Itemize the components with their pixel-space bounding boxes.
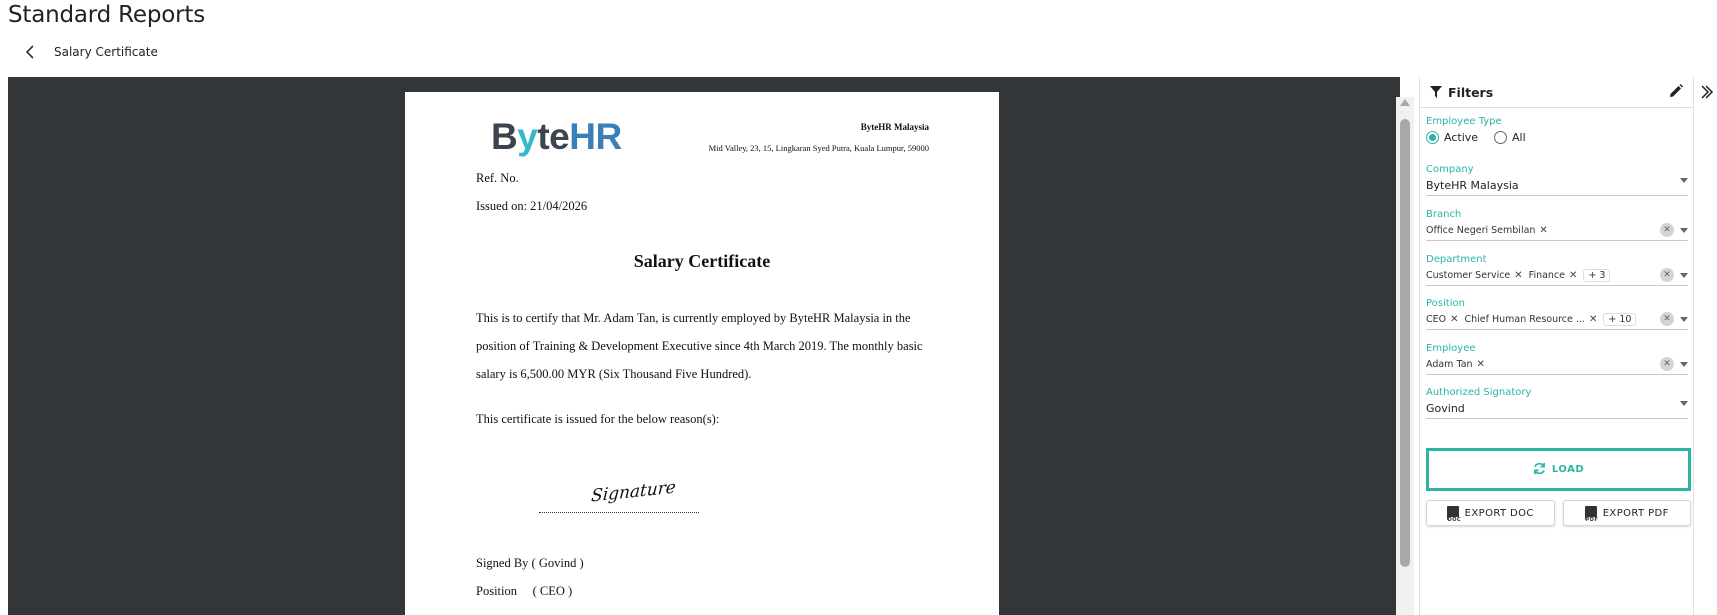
load-button[interactable] (1426, 448, 1691, 491)
doc-icon-text: DOC (1447, 517, 1461, 523)
chip-label: Adam Tan (1426, 358, 1473, 370)
radio-active-label: Active (1444, 131, 1479, 144)
panel-divider (1693, 77, 1694, 615)
export-actions (1426, 500, 1691, 526)
signatory-value: Govind (1426, 401, 1465, 415)
chevron-down-icon[interactable] (1680, 362, 1688, 367)
breadcrumb (20, 42, 158, 62)
filters-header (1420, 77, 1693, 108)
bytehr-logo (491, 116, 622, 158)
chip-remove-icon[interactable]: ✕ (1569, 269, 1578, 281)
company-label: Company (1426, 164, 1474, 175)
chevron-left-icon[interactable] (20, 42, 40, 62)
signatory-position: Position ( CEO ) (476, 584, 573, 598)
chevron-down-icon[interactable] (1680, 228, 1688, 233)
logo-part: HR (569, 116, 622, 157)
pdf-file-icon (1585, 506, 1599, 523)
logo-part: B (491, 116, 518, 157)
employee-select[interactable] (1426, 354, 1688, 375)
export-pdf-label: EXPORT PDF (1602, 507, 1669, 519)
department-chip (1426, 270, 1523, 281)
department-select[interactable] (1426, 265, 1688, 286)
clear-icon[interactable]: ✕ (1660, 312, 1674, 326)
employee-type-radios (1426, 131, 1688, 144)
signature-image: Signature (590, 477, 677, 507)
document-viewer (8, 77, 1400, 615)
filters-panel (1419, 77, 1693, 615)
document-page (405, 92, 999, 615)
issued-date: Issued on: 21/04/2026 (476, 199, 588, 213)
branch-field[interactable] (1426, 209, 1688, 241)
position-more-badge[interactable]: + 10 (1603, 313, 1636, 326)
chip-label: Chief Human Resource ... (1464, 313, 1585, 325)
company-value: ByteHR Malaysia (1426, 178, 1519, 192)
certificate-title: Salary Certificate (633, 251, 771, 271)
branch-label: Branch (1426, 209, 1462, 220)
position-field[interactable] (1426, 298, 1688, 330)
pencil-icon[interactable] (1669, 83, 1683, 102)
filter-icon (1430, 83, 1442, 102)
position-label: Position (1426, 298, 1465, 309)
pdf-icon-text: PDF (1585, 517, 1599, 523)
signatory-label: Authorized Signatory (1426, 387, 1532, 398)
signed-by: Signed By ( Govind ) (476, 556, 584, 570)
radio-active-indicator[interactable] (1426, 131, 1439, 144)
employee-chip (1426, 359, 1485, 370)
company-field[interactable] (1426, 164, 1688, 196)
signatory-select[interactable] (1426, 398, 1688, 419)
scroll-up-arrow-icon[interactable] (1400, 99, 1410, 106)
logo-part: te (537, 116, 570, 157)
chip-remove-icon[interactable]: ✕ (1476, 358, 1485, 370)
clear-icon[interactable]: ✕ (1660, 223, 1674, 237)
branch-select[interactable] (1426, 220, 1688, 241)
position-chip (1426, 314, 1459, 325)
branch-chip (1426, 225, 1548, 236)
chevron-down-icon[interactable] (1680, 317, 1688, 322)
position-select[interactable] (1426, 309, 1688, 330)
chip-label: CEO (1426, 313, 1447, 325)
chevron-down-icon[interactable] (1680, 178, 1688, 183)
refresh-icon (1533, 462, 1546, 478)
company-name: ByteHR Malaysia (860, 122, 929, 132)
load-label: LOAD (1551, 464, 1585, 475)
certificate-body: This is to certify that Mr. Adam Tan, is currently employed by ByteHR Malaysia in the position of Training & Development Executive since 4th March 2019. The monthly basic salary is 6,500.00 MYR (Six Thousand Five Hundred). (476, 311, 923, 381)
clear-icon[interactable]: ✕ (1660, 357, 1674, 371)
department-label: Department (1426, 254, 1487, 265)
chevron-down-icon[interactable] (1680, 273, 1688, 278)
radio-active[interactable] (1426, 131, 1478, 144)
page-title: Standard Reports (8, 2, 205, 28)
chip-label: Office Negeri Sembilan (1426, 224, 1536, 236)
radio-all[interactable] (1494, 131, 1526, 144)
department-more-badge[interactable]: + 3 (1583, 269, 1610, 282)
clear-icon[interactable]: ✕ (1660, 268, 1674, 282)
position-chip (1465, 314, 1598, 325)
company-address: Mid Valley, 23, 15, Lingkaran Syed Putra, Kuala Lumpur, 59000 (708, 143, 929, 153)
breadcrumb-label: Salary Certificate (54, 45, 158, 59)
employee-field[interactable] (1426, 343, 1688, 375)
ref-no: Ref. No. (476, 171, 519, 185)
company-select[interactable] (1426, 175, 1688, 196)
export-doc-button[interactable] (1426, 500, 1555, 526)
chip-label: Finance (1528, 269, 1566, 281)
double-chevron-right-icon[interactable] (1700, 84, 1714, 103)
employee-type-field (1426, 116, 1688, 144)
employee-label: Employee (1426, 343, 1476, 354)
radio-all-label: All (1512, 131, 1526, 144)
scroll-thumb[interactable] (1400, 119, 1410, 567)
employee-type-label: Employee Type (1426, 116, 1502, 127)
export-doc-label: EXPORT DOC (1464, 507, 1534, 519)
department-field[interactable] (1426, 254, 1688, 286)
signature-line (539, 512, 699, 513)
department-chip (1529, 270, 1578, 281)
chip-remove-icon[interactable]: ✕ (1539, 224, 1548, 236)
chip-label: Customer Service (1426, 269, 1511, 281)
logo-part: y (517, 116, 538, 157)
chevron-down-icon[interactable] (1680, 401, 1688, 406)
doc-file-icon (1447, 506, 1461, 523)
filters-title: Filters (1448, 84, 1494, 100)
chip-remove-icon[interactable]: ✕ (1514, 269, 1523, 281)
radio-all-indicator[interactable] (1494, 131, 1507, 144)
certificate-reason: This certificate is issued for the below reason(s): (476, 412, 720, 426)
export-pdf-button[interactable] (1563, 500, 1692, 526)
document-scrollbar[interactable] (1396, 97, 1414, 615)
chip-remove-icon[interactable]: ✕ (1588, 313, 1598, 325)
signatory-field[interactable] (1426, 387, 1688, 419)
chip-remove-icon[interactable]: ✕ (1450, 313, 1459, 325)
